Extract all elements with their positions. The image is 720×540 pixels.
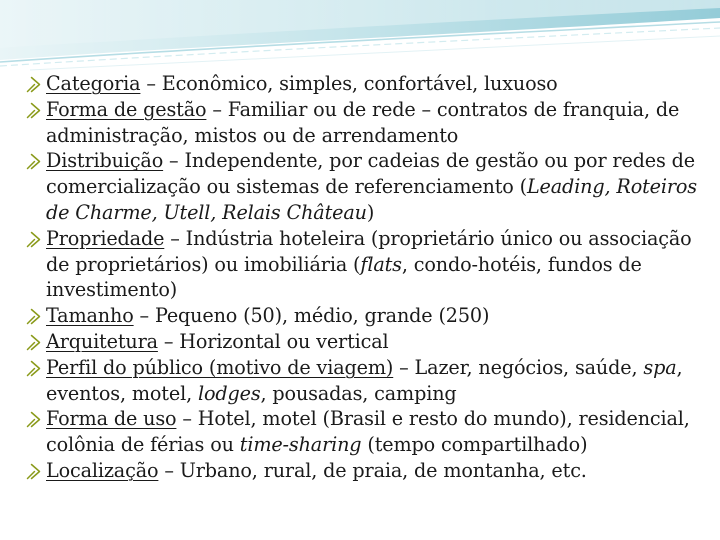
- arrow-bullet-icon: [26, 333, 42, 351]
- arrow-bullet-icon: [26, 359, 42, 377]
- arrow-bullet-icon: [26, 410, 42, 428]
- bullet-text: , condo-hotéis, fundos de investimento): [46, 252, 642, 302]
- bullet-italic-text: spa: [643, 355, 677, 379]
- bullet-item: [26, 458, 706, 484]
- arrow-bullet-icon: [26, 101, 42, 119]
- bullet-text: ): [366, 200, 375, 224]
- bullet-item: [26, 226, 706, 303]
- bullet-text: – Indústria hoteleira (proprietário único ou associação de proprietários) ou imobiliária (: [46, 226, 692, 276]
- bullet-text: – Urbano, rural, de praia, de montanha, etc.: [158, 458, 587, 482]
- bullet-text: – Pequeno (50), médio, grande (250): [133, 304, 490, 328]
- bullet-term: Forma de uso: [46, 407, 177, 431]
- header-wave-decoration: [0, 0, 720, 75]
- bullet-term: Propriedade: [46, 226, 165, 250]
- bullet-text: (tempo compartilhado): [361, 433, 588, 457]
- arrow-bullet-icon: [26, 75, 42, 93]
- bullet-term: Categoria: [46, 72, 141, 95]
- bullet-text: – Independente, por cadeias de gestão ou por redes de comercialização ou sistemas de referenciamento (: [46, 149, 695, 199]
- bullet-item: [26, 97, 706, 149]
- bullet-text: – Lazer, negócios, saúde,: [393, 355, 644, 379]
- bullet-text: – Econômico, simples, confortável, luxuoso: [140, 72, 558, 95]
- bullet-text: , eventos, motel,: [46, 355, 683, 405]
- arrow-bullet-icon: [26, 462, 42, 480]
- bullet-italic-text: lodges: [197, 381, 261, 405]
- bullet-list: [26, 71, 706, 484]
- bullet-item: [26, 303, 706, 329]
- bullet-text: – Hotel, motel (Brasil e resto do mundo), residencial, colônia de férias ou: [46, 407, 690, 457]
- bullet-italic-text: Leading, Roteiros de Charme, Utell, Relais Château: [46, 175, 697, 224]
- bullet-term: Forma de gestão: [46, 97, 207, 121]
- arrow-bullet-icon: [26, 230, 42, 248]
- bullet-item: [26, 406, 706, 458]
- bullet-item: [26, 329, 706, 355]
- bullet-term: Perfil do público (motivo de viagem): [46, 355, 394, 379]
- bullet-item: [26, 71, 706, 97]
- bullet-text: – Familiar ou de rede – contratos de franquia, de administração, mistos ou de arrendamento: [46, 97, 680, 147]
- bullet-text: , pousadas, camping: [260, 381, 457, 405]
- bullet-text: – Horizontal ou vertical: [157, 329, 389, 353]
- bullet-term: Tamanho: [46, 304, 134, 328]
- bullet-term: Arquitetura: [46, 329, 158, 353]
- bullet-term: Distribuição: [46, 149, 164, 173]
- bullet-italic-text: flats: [360, 252, 402, 276]
- bullet-italic-text: time-sharing: [239, 433, 362, 457]
- bullet-term: Localização: [46, 458, 159, 482]
- bullet-item: [26, 355, 706, 407]
- arrow-bullet-icon: [26, 307, 42, 325]
- bullet-item: [26, 148, 706, 225]
- arrow-bullet-icon: [26, 152, 42, 170]
